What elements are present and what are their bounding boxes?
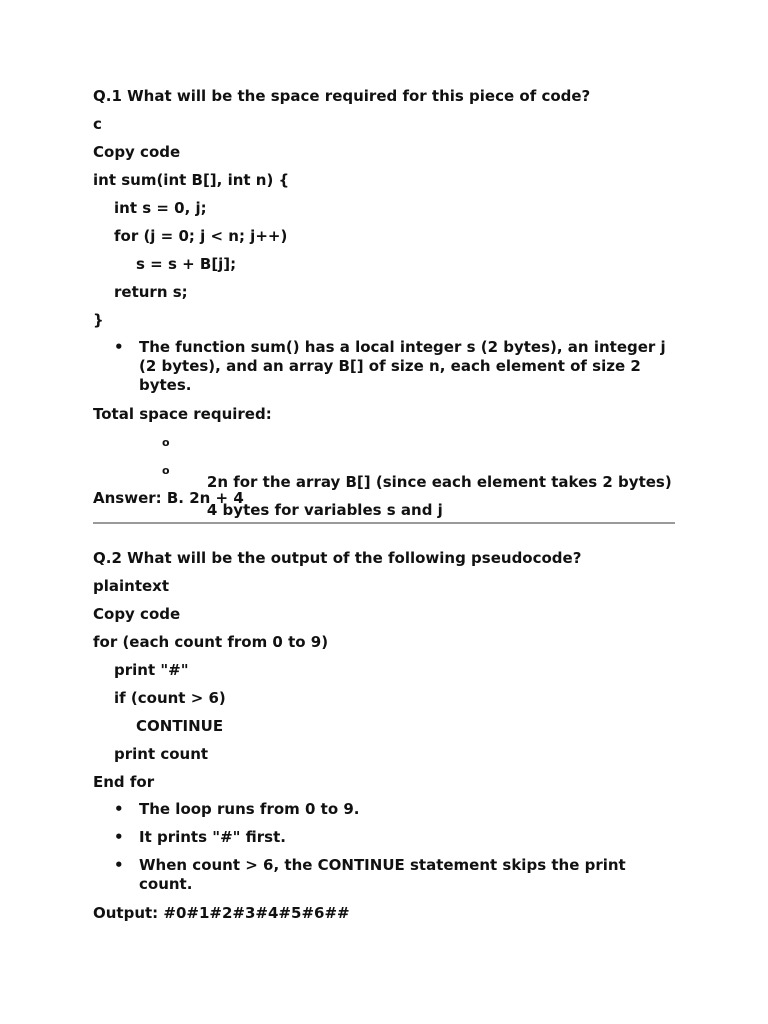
list-item-text: When count > 6, the CONTINUE statement skips the print count.: [139, 856, 626, 893]
q1-code-line: int s = 0, j;: [114, 199, 207, 217]
q1-total-label: Total space required:: [93, 405, 272, 423]
list-item: [93, 338, 675, 395]
q2-output: Output: #0#1#2#3#4#5#6##: [93, 904, 350, 922]
list-item-text: The function sum() has a local integer s (2 bytes), an integer j (2 bytes), and an array B[] of size n, each element of size 2 bytes.: [139, 338, 666, 394]
q2-copy-code-button[interactable]: Copy code: [93, 605, 181, 623]
q2-language-label: plaintext: [93, 577, 170, 595]
q1-copy-code-button[interactable]: Copy code: [93, 143, 181, 161]
list-item-text: 2n for the array B[] (since each element takes 2 bytes): [206, 473, 672, 491]
q2-code-line: End for: [93, 773, 155, 791]
q1-code-line: int sum(int B[], int n) {: [93, 171, 290, 189]
q1-language-label: c: [93, 115, 102, 133]
q1-code-line: for (j = 0; j < n; j++): [114, 227, 288, 245]
bullet-icon: •: [114, 800, 124, 818]
q2-code-line: print count: [114, 745, 209, 763]
list-item: [93, 828, 675, 847]
circle-bullet-icon: o: [162, 464, 170, 477]
list-item: [93, 800, 675, 819]
bullet-icon: •: [114, 338, 124, 356]
list-item: [93, 856, 675, 894]
bullet-icon: •: [114, 856, 124, 874]
q2-bullet-list: [93, 800, 675, 894]
q1-question: Q.1 What will be the space required for this piece of code?: [93, 87, 591, 105]
q2-code-line: if (count > 6): [114, 689, 226, 707]
q1-code-line: return s;: [114, 283, 188, 301]
section-divider: [93, 522, 675, 524]
list-item-text: It prints "#" first.: [139, 828, 286, 846]
q2-code-line: print "#": [114, 661, 189, 679]
q2-code-line: CONTINUE: [136, 717, 224, 735]
document-page: [93, 86, 675, 931]
q2-question: Q.2 What will be the output of the following pseudocode?: [93, 549, 582, 567]
q1-code-line: s = s + B[j];: [136, 255, 237, 273]
list-item: [93, 432, 675, 491]
circle-bullet-icon: o: [162, 436, 170, 449]
list-item-text: The loop runs from 0 to 9.: [139, 800, 360, 818]
list-item-text: 4 bytes for variables s and j: [206, 501, 443, 519]
q1-bullet-list: [93, 338, 675, 395]
q1-code-line: }: [93, 311, 104, 329]
bullet-icon: •: [114, 828, 124, 846]
q2-code-line: for (each count from 0 to 9): [93, 633, 329, 651]
q1-answer: Answer: B. 2n + 4: [93, 489, 244, 507]
